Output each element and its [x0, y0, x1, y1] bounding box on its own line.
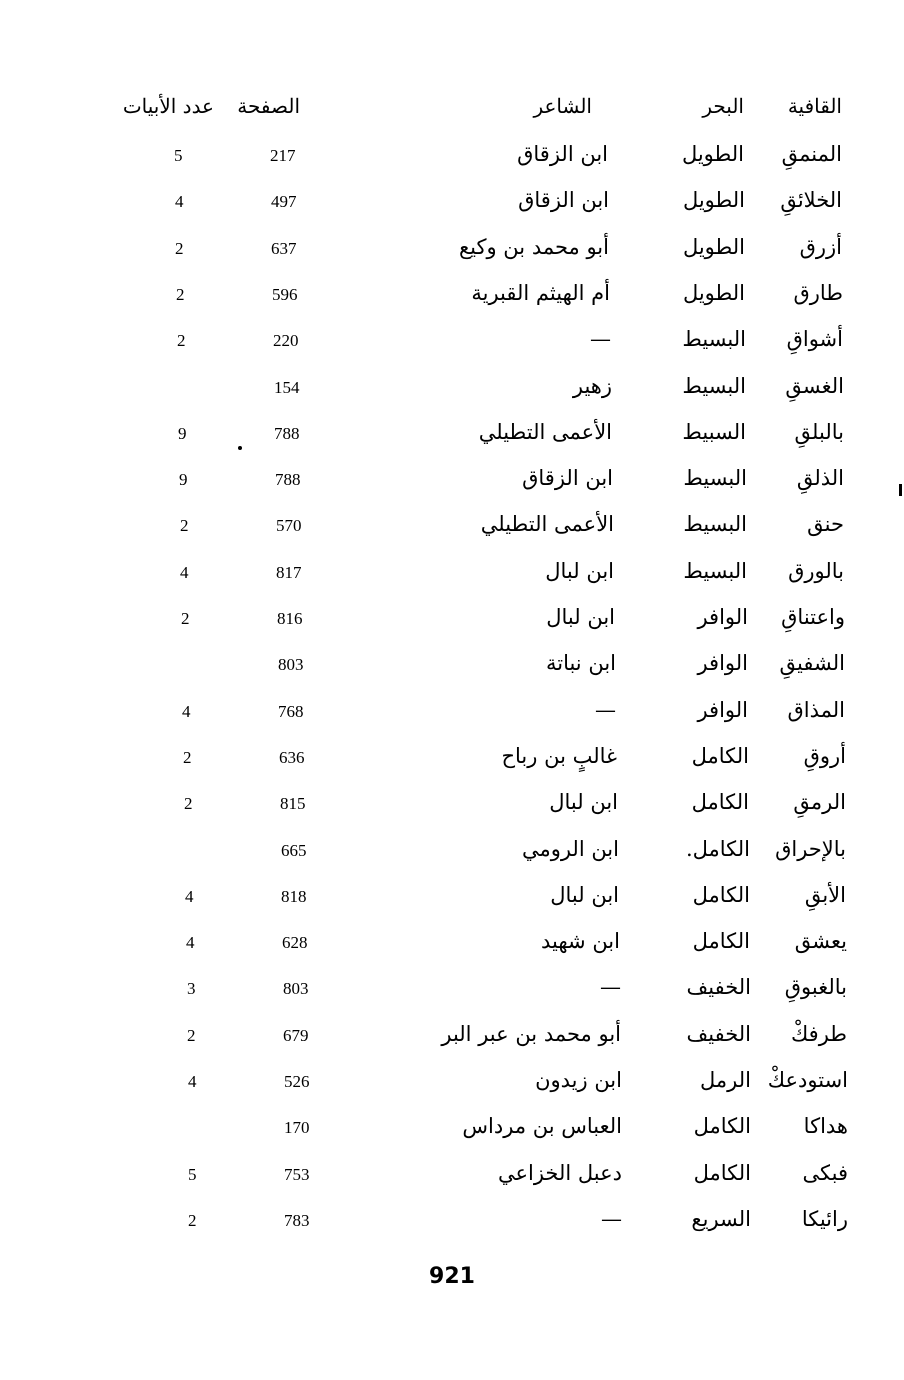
row-page: 636 [279, 748, 305, 767]
table-row [0, 883, 904, 923]
row-bahr: الرمل [700, 1068, 751, 1092]
row-shaer: ابن لبال [550, 883, 619, 907]
row-count: 5 [188, 1165, 197, 1184]
row-bahr: الكامل. [685, 837, 750, 861]
row-shaer: زهير [572, 374, 612, 398]
row-bahr: الكامل [693, 1161, 751, 1185]
row-page: 628 [282, 933, 308, 952]
row-page: 815 [280, 794, 306, 813]
row-count: 2 [176, 285, 185, 304]
row-count: 2 [181, 609, 190, 628]
table-row [0, 188, 904, 228]
row-count: 2 [177, 331, 186, 350]
row-count: 2 [184, 794, 193, 813]
row-qafiya: أروقِ [803, 744, 846, 768]
row-qafiya: الغسقِ [785, 374, 844, 398]
table-row [0, 281, 904, 321]
row-count: 3 [187, 979, 196, 998]
row-page: 816 [277, 609, 303, 628]
row-shaer: أبو محمد بن وكيع [458, 235, 609, 259]
row-bahr: الطويل [681, 142, 744, 166]
row-shaer: — [590, 327, 611, 351]
row-count: 2 [187, 1026, 196, 1045]
row-page: 570 [276, 516, 302, 535]
row-qafiya: فبكى [802, 1161, 848, 1185]
row-shaer: أبو محمد بن عبر البر [441, 1022, 621, 1046]
row-page: 220 [273, 331, 299, 350]
table-row [0, 790, 904, 830]
row-count: 4 [180, 563, 189, 582]
row-page: 679 [283, 1026, 309, 1045]
row-page: 217 [270, 146, 296, 165]
row-bahr: السبيط [682, 420, 746, 444]
row-bahr: الوافر [697, 698, 748, 722]
row-count: 2 [183, 748, 192, 767]
table-row [0, 1114, 904, 1154]
row-page: 803 [283, 979, 309, 998]
row-bahr: البسيط [683, 466, 747, 490]
row-page: 526 [284, 1072, 310, 1091]
row-qafiya: الشفيقِ [779, 651, 845, 675]
row-qafiya: بالغبوقِ [784, 975, 847, 999]
row-count: 2 [188, 1211, 197, 1230]
table-row [0, 929, 904, 969]
row-bahr: الطويل [682, 188, 745, 212]
row-qafiya: الأبقِ [804, 883, 846, 907]
edge-mark [899, 484, 902, 496]
row-bahr: الخفيف [686, 975, 751, 999]
table-header [0, 94, 904, 134]
row-qafiya: الذلقِ [796, 466, 844, 490]
row-qafiya: بالورق [788, 559, 844, 583]
row-bahr: الكامل [692, 929, 750, 953]
row-shaer: دعبل الخزاعي [497, 1161, 622, 1185]
row-page: 818 [281, 887, 307, 906]
header-shaer: الشاعر [533, 94, 592, 118]
row-qafiya: طرفكْ [790, 1022, 847, 1046]
row-page: 665 [281, 841, 307, 860]
row-count: 4 [182, 702, 191, 721]
row-page: 497 [271, 192, 297, 211]
table-row [0, 605, 904, 645]
table-row [0, 142, 904, 182]
table-row [0, 374, 904, 414]
row-bahr: البسيط [683, 512, 747, 536]
table-row [0, 837, 904, 877]
row-qafiya: المذاق [787, 698, 845, 722]
row-count: 9 [179, 470, 188, 489]
row-bahr: السريع [691, 1207, 751, 1231]
row-qafiya: رائيكا [801, 1207, 848, 1231]
row-count: 5 [174, 146, 183, 165]
row-page: 783 [284, 1211, 310, 1230]
table-row [0, 466, 904, 506]
header-qafiya: القافية [787, 94, 842, 118]
row-qafiya: يعشق [794, 929, 847, 953]
row-qafiya: استودعكْ [767, 1068, 848, 1092]
table-row [0, 1022, 904, 1062]
row-count: 4 [185, 887, 194, 906]
row-bahr: البسيط [683, 559, 747, 583]
page-number: 921 [429, 1264, 475, 1289]
row-shaer: — [595, 698, 616, 722]
row-qafiya: بالبلقِ [794, 420, 844, 444]
row-bahr: الطويل [682, 235, 745, 259]
row-shaer: ابن الزقاق [522, 466, 613, 490]
row-count: 9 [178, 424, 187, 443]
row-count: 2 [175, 239, 184, 258]
row-qafiya: بالإحراق [775, 837, 846, 861]
row-bahr: الوافر [697, 605, 748, 629]
row-page: 637 [271, 239, 297, 258]
row-shaer: — [600, 975, 621, 999]
table-row [0, 559, 904, 599]
row-count: 2 [180, 516, 189, 535]
row-page: 803 [278, 655, 304, 674]
row-shaer: ابن زيدون [535, 1068, 622, 1092]
row-shaer: — [601, 1207, 622, 1231]
row-qafiya: واعتناقِ [781, 605, 845, 629]
row-bahr: البسيط [682, 374, 746, 398]
row-qafiya: الخلائقِ [780, 188, 842, 212]
row-shaer: ابن لبال [546, 605, 615, 629]
row-shaer: أم الهيثم القبرية [471, 281, 610, 305]
row-shaer: ابن الزقاق [517, 142, 608, 166]
row-bahr: الطويل [682, 281, 745, 305]
table-row [0, 235, 904, 275]
table-row [0, 420, 904, 460]
row-qafiya: أشواقِ [786, 327, 843, 351]
row-shaer: ابن لبال [545, 559, 614, 583]
row-count: 4 [188, 1072, 197, 1091]
row-shaer: ابن نباتة [545, 651, 616, 675]
table-row [0, 512, 904, 552]
header-page: الصفحة [237, 94, 300, 118]
row-count: 4 [175, 192, 184, 211]
row-bahr: الكامل [691, 744, 749, 768]
row-page: 753 [284, 1165, 310, 1184]
row-bahr: الكامل [692, 883, 750, 907]
row-page: 788 [274, 424, 300, 443]
row-page: 154 [274, 378, 300, 397]
header-bahr: البحر [702, 94, 744, 118]
row-shaer: غالبٍ بن رباح [501, 744, 617, 768]
table-row [0, 1161, 904, 1201]
table-row [0, 651, 904, 691]
row-bahr: الكامل [691, 790, 749, 814]
table-row [0, 327, 904, 367]
row-page: 768 [278, 702, 304, 721]
row-qafiya: المنمقِ [781, 142, 842, 166]
row-page: 817 [276, 563, 302, 582]
row-qafiya: حنق [807, 512, 844, 536]
table-row [0, 975, 904, 1015]
table-row [0, 744, 904, 784]
row-page: 170 [284, 1118, 310, 1137]
row-count: 4 [186, 933, 195, 952]
row-bahr: الوافر [697, 651, 748, 675]
row-bahr: الخفيف [686, 1022, 751, 1046]
table-row [0, 1068, 904, 1108]
row-shaer: العباس بن مرداس [462, 1114, 622, 1138]
header-count: عدد الأبيات [122, 94, 214, 118]
row-shaer: الأعمى التطيلي [478, 420, 612, 444]
row-shaer: ابن لبال [549, 790, 618, 814]
row-bahr: البسيط [682, 327, 746, 351]
table-row [0, 1207, 904, 1247]
stray-dot [238, 446, 242, 450]
row-page: 788 [275, 470, 301, 489]
row-page: 596 [272, 285, 298, 304]
table-row [0, 698, 904, 738]
row-qafiya: طارق [793, 281, 843, 305]
row-qafiya: هداكا [803, 1114, 848, 1138]
row-qafiya: الرمقِ [793, 790, 846, 814]
row-shaer: ابن شهيد [541, 929, 620, 953]
row-shaer: ابن الرومي [521, 837, 619, 861]
row-shaer: ابن الزقاق [518, 188, 609, 212]
row-bahr: الكامل [693, 1114, 751, 1138]
row-shaer: الأعمى التطيلي [480, 512, 614, 536]
row-qafiya: أزرق [799, 235, 842, 259]
